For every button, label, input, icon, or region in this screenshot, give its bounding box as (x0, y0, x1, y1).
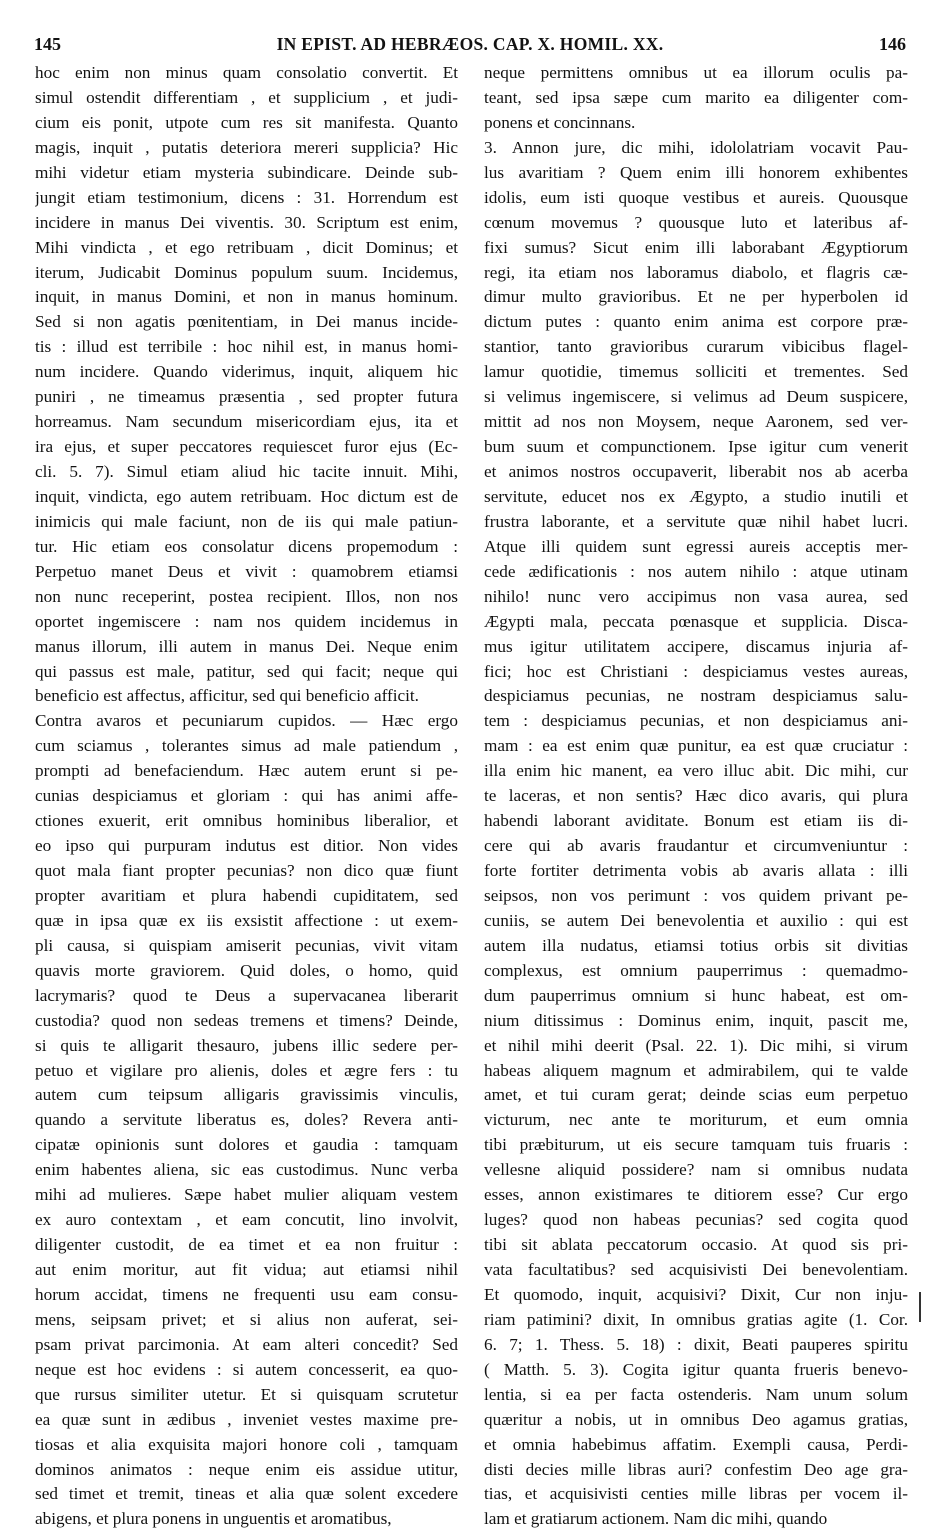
text-line: abigens, et plura ponens in unguentis et aromatibus, (35, 1509, 392, 1529)
text-line: enim habentes aliena, sic eas custodimus. Nunc verba (35, 1160, 458, 1180)
text-line: cli. 5. 7). Simul etiam aliud hic tacite innuit. Mihi, (35, 462, 458, 481)
text-line: riam patimini? dixit, In omnibus gratias agite (1. Cor. (484, 1309, 908, 1329)
page-number-left: 145 (34, 34, 61, 54)
text-line: jungit etiam testimonium, dicens : 31. Horrendum est (35, 187, 458, 207)
text-line: inquit, vindicta, ego autem retribuam. Hoc dictum est de (35, 486, 458, 506)
text-line: mihi ad mulieres. Sæpe habet mulier aliquam vestem (35, 1185, 458, 1205)
text-line: dictum putes : quanto enim anima est corpore præ- (484, 312, 908, 332)
text-line: regi, ita etiam nos laboramus diabolo, et flagris cæ- (484, 262, 908, 282)
text-line: bum suum et compunctionem. Ipse igitur cum venerit (484, 437, 908, 457)
text-line: quæ in ipsa quæ ex iis exsistit affectione : ut exem- (35, 910, 458, 930)
text-line: ex auro contextam , et eam concutit, lino involvit, (35, 1210, 458, 1230)
text-line: seipsos, non vos perimunt : vos quidem privant pe- (484, 885, 908, 905)
text-line: cum sciamus , tolerantes simus ad male patiendum , (35, 736, 458, 756)
text-line: si quis te alligarit thesauro, jubens illic sedere per- (35, 1035, 458, 1055)
text-line: dominos animatos : neque enim eis assidue utitur, (35, 1459, 458, 1479)
text-line: habeas aliquem magnum et admirabilem, qui te valde (484, 1060, 908, 1080)
text-line: servitute, educet nos ex Ægypto, a studio inutili et (484, 486, 908, 506)
text-line: lamur quotidie, timemus solliciti et trementes. Sed (484, 362, 908, 382)
text-line: que rursus similiter utetur. Et si quisquam scrutetur (35, 1384, 458, 1404)
running-title: IN EPIST. AD HEBRÆOS. CAP. X. HOMIL. XX. (276, 34, 664, 54)
text-line: 6. 7; 1. Thess. 5. 18) : dixit, Beati pauperes spiritu (484, 1334, 908, 1354)
text-line: manus illorum, illi autem in manus Dei. Neque enim (35, 636, 458, 656)
text-line: qui passus est male, patitur, sed qui facit; neque qui (35, 661, 458, 681)
text-line: Mihi vindicta , et ego retribuam , dicit Dominus; et (35, 237, 458, 257)
text-line: dum pauperrimus omnium si hunc habeat, est om- (484, 985, 908, 1005)
text-line: lam et gratiarum actionem. Nam dic mihi, quando (484, 1509, 828, 1529)
text-line: cœnum movemus ? quousque luto et lateribus af- (484, 212, 908, 232)
text-line: idolis, eum isti quoque vestibus et aureis. Quousque (484, 187, 908, 207)
text-line: 3. Annon jure, dic mihi, idololatriam vocavit Pau- (484, 137, 908, 157)
text-line: et animos nostros occupaverit, liberabit nos ab acerba (484, 462, 908, 481)
text-line: incidere in manus Dei viventis. 30. Scriptum est enim, (35, 212, 458, 232)
text-line: Contra avaros et pecuniarum cupidos. — Hæc ergo (35, 711, 458, 731)
text-line: pli causa, si quispiam amiserit pecunias, vivit vitam (35, 935, 458, 955)
running-header (34, 34, 906, 60)
text-line: psam privat parcimonia. At eam alteri concedit? Sed (35, 1334, 458, 1354)
text-line: quæritur a nobis, ut in omnibus Deo agamus gratias, (484, 1409, 908, 1429)
text-line: cipatæ opinionis sunt dolores et gaudia : tamquam (35, 1135, 458, 1155)
text-line: esses, annon existimares te ditiorem esse? Cur ergo (484, 1185, 908, 1205)
text-line: fixi sumus? Sicut enim illi laborabant Ægyptiorum (484, 237, 908, 257)
text-line: inimicis qui male faciunt, non de iis qui male patiun- (35, 511, 458, 531)
text-line: lentia, si ea per facta ostenderis. Nam unum solum (484, 1384, 908, 1404)
text-line: illa enim hic manent, ea vero illuc abit. Dic mihi, cur (484, 761, 908, 781)
text-line: teant, sed ipsa sæpe cum marito ea diligenter com- (484, 87, 908, 107)
text-line: Atque illi quidem sunt egressi aureis acceptis mer- (484, 536, 908, 556)
text-line: habendi laborant aviditate. Bonum est etiam iis di- (484, 811, 908, 831)
text-line: quot mala fiant propter pecunias? non dico quæ fiunt (35, 861, 458, 880)
text-line: cium eis ponit, utpote cum res sit manifesta. Quanto (35, 112, 458, 132)
text-line: et omnia habebimus affatim. Exempli causa, Perdi- (484, 1434, 908, 1454)
text-line: cunias despiciamus et gloriam : qui has animi affe- (35, 786, 458, 806)
text-line: tis : illud est terribile : hoc nihil est, in manus homi- (35, 337, 458, 357)
text-line: neque permittens omnibus ut ea illorum oculis pa- (484, 63, 908, 82)
text-line: disti decies mille libras auri? confestim Deo age gra- (484, 1459, 908, 1479)
text-line: nium ditissimus : Dominus enim, inquit, pascit me, (484, 1010, 908, 1030)
text-line: ea quæ sunt in ædibus , inveniet vestes maxime pre- (35, 1409, 458, 1429)
text-line: Perpetuo manet Deus et vivit : quamobrem etiamsi (35, 561, 458, 581)
text-line: oportet ingemiscere : nam nos quidem incidemus in (35, 611, 458, 631)
text-line: stantior, tanto gravioribus curarum vibicibus flagel- (484, 337, 908, 357)
text-line: mihi videtur etiam mysteria subindicare. Deinde sub- (35, 162, 458, 182)
text-line: Et quomodo, inquit, acquisivi? Dixit, Cur non inju- (484, 1284, 908, 1304)
text-line: luges? quod non habeas pecunias? sed cogita quod (484, 1210, 908, 1230)
text-line: neque est hoc evidens : si autem concesserit, ea quo- (35, 1359, 458, 1379)
text-line: ( Matth. 5. 3). Cogita igitur quanta frueris benevo- (484, 1359, 908, 1379)
text-line: victurum, nec ante te moriturum, et eum omnia (484, 1110, 908, 1130)
text-line: amet, et tui curam gerat; deinde scias eum perpetuo (484, 1085, 908, 1105)
left-text-column (35, 61, 458, 1532)
text-line: fici; hoc est Christiani : despiciamus vestes aureas, (484, 661, 908, 681)
page-number-right: 146 (879, 34, 906, 54)
text-line: ponens et concinnans. (484, 112, 636, 132)
text-line: tem : despiciamus pecunias, et non despiciamus ani- (484, 711, 908, 731)
text-line: lacrymaris? quod te Deus a supervacanea liberarit (35, 985, 458, 1005)
text-line: tur. Hic etiam eos consolatur dicens propemodum : (35, 536, 458, 556)
text-line: puniri , ne timeamus præsentia , sed propter futura (35, 387, 458, 407)
text-line: beneficio est affectus, afficitur, sed qui beneficio afficit. (35, 686, 419, 706)
text-line: num incidere. Quando viderimus, inquit, aliquem hic (35, 362, 458, 382)
text-line: vata facultatibus? sed acquisivisti Dei benevolentiam. (484, 1260, 908, 1279)
text-line: vellesne aliquid possidere? nam si omnibus nudata (484, 1160, 908, 1180)
text-line: Sed si non agatis pœnitentiam, in Dei manus incide- (35, 312, 458, 332)
text-line: eo ipso qui purpuram indutus est ditior. Non vides (35, 836, 458, 856)
text-line: propter avaritiam et plura habendi cupiditatem, sed (35, 885, 458, 905)
text-line: et nihil mihi deerit (Psal. 22. 1). Dic mihi, si virum (484, 1035, 908, 1055)
text-line: te laceras, et non sentis? Hæc dico avaris, qui plura (484, 786, 908, 806)
text-line: prompti ad benefaciendum. Hæc autem erunt si pe- (35, 761, 458, 781)
text-line: si velimus ingemiscere, si velimus ad Deum suspicere, (484, 387, 908, 407)
right-text-column (484, 61, 908, 1532)
text-line: lus avaritiam ? Quem enim illi honorem exhibentes (484, 162, 908, 182)
text-line: iterum, Judicabit Dominus populum suum. Incidemus, (35, 262, 458, 282)
text-line: custodia? quod non sedeas tremens et timens? Deinde, (35, 1010, 458, 1030)
text-line: diligenter custodit, de ea timet et ea non fruitur : (35, 1235, 458, 1255)
text-line: cede ædificationis : nos autem nihilo : atque utinam (484, 561, 908, 581)
text-line: mittit ad nos non Moysem, neque Aaronem, sed ver- (484, 412, 908, 432)
text-line: cere qui ab avaris fraudantur et circumveniuntur : (484, 836, 908, 856)
text-line: simul ostendit differentiam , et supplicium , et judi- (35, 87, 458, 107)
text-line: dimur multo gravioribus. Et ne per hyperbolen id (484, 287, 908, 307)
text-line: tias, et acquisivisti centies mille libras per vocem il- (484, 1484, 908, 1504)
text-line: despiciamus pecunias, ne nostram despiciamus salu- (484, 686, 908, 706)
margin-mark (919, 1292, 921, 1322)
text-line: horreamus. Nam secundum misericordiam ejus, ita et (35, 412, 458, 432)
text-line: mus igitur utilitatem accipere, discamus injuria af- (484, 636, 908, 656)
text-line: hoc enim non minus quam consolatio convertit. Et (35, 63, 458, 82)
text-line: Ægypti mala, peccata pœnasque et supplicia. Disca- (484, 611, 908, 631)
text-line: horum accidat, timens ne frequenti usu eam consu- (35, 1284, 458, 1304)
text-line: cuniis, se autem Dei benevolentia et auxilio : qui est (484, 910, 908, 930)
text-line: inquit, in manus Domini, et non in manus hominum. (35, 287, 458, 307)
text-line: nihilo! nunc vero accipimus non vasa aurea, sed (484, 586, 908, 606)
text-line: aut enim moritur, aut fit vidua; aut etiamsi nihil (35, 1260, 458, 1279)
text-line: mam : ea est enim quæ punitur, ea est quæ cruciatur : (484, 736, 908, 756)
text-line: frustra laborante, et a servitute quæ nihil habet lucri. (484, 511, 908, 531)
text-line: ctiones exuerit, erit omnibus hominibus liberalior, et (35, 811, 458, 831)
text-line: tibi sit ablata peccatorum occasio. At quod sis pri- (484, 1235, 908, 1255)
text-line: forte fortiter detrimenta vobis ab avaris allata : illi (484, 861, 908, 880)
text-line: ira ejus, et super peccatores requiescet furor ejus (Ec- (35, 437, 458, 457)
text-line: quavis morte graviorem. Quid doles, o homo, quid (35, 960, 458, 980)
text-line: sed timet et tremit, tineas et alia quæ solent excedere (35, 1484, 458, 1504)
text-line: tiosas et alia exquisita majori honore coli , tamquam (35, 1434, 458, 1454)
text-line: mens, seipsam privet; et si alius non auferat, sei- (35, 1309, 458, 1329)
text-line: quando a servitute liberatus es, doles? Revera anti- (35, 1110, 458, 1130)
text-line: magis, inquit , putatis deteriora mereri supplicia? Hic (35, 137, 458, 157)
text-line: complexus, est omnium pauperrimus : quemadmo- (484, 960, 908, 980)
text-line: tibi præbiturum, ut eis secure tamquam tuis fruaris : (484, 1135, 908, 1155)
text-line: non nunc receperint, postea recipient. Illos, non nos (35, 586, 458, 606)
text-line: autem cum teipsum alligaris gravissimis vinculis, (35, 1085, 458, 1105)
text-line: autem illa nudatus, etiamsi totius orbis sit divitias (484, 935, 908, 955)
text-line: petuo et vigilare pro alienis, doles et ægre fers : tu (35, 1060, 458, 1080)
